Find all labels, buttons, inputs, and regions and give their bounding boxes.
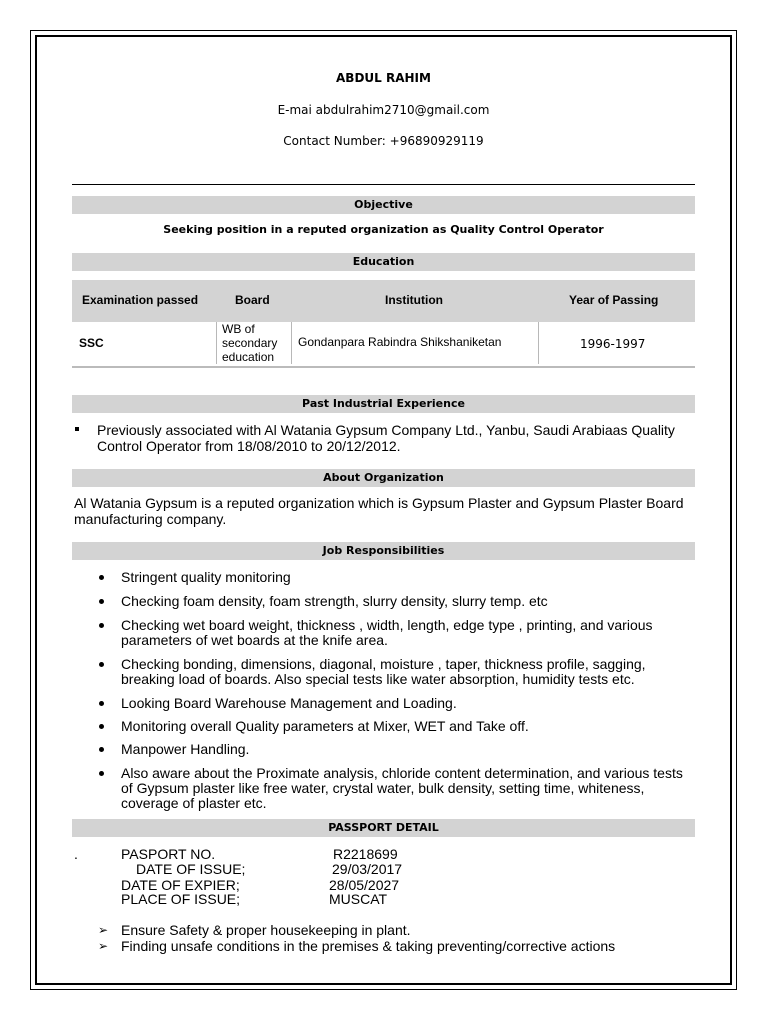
experience-heading: Past Industrial Experience: [72, 395, 695, 413]
bullet-icon: [99, 599, 104, 604]
passport-value: R2218699: [333, 846, 398, 862]
bullet-icon: [99, 623, 104, 628]
cell-exam: SSC: [79, 336, 104, 350]
header-divider: [72, 184, 695, 185]
bullet-icon: [99, 724, 104, 729]
education-table: [72, 280, 695, 368]
list-item: Checking wet board weight, thickness , width, length, edge type , printing, and various parameters of wet boards at the knife area.: [121, 617, 653, 648]
passport-label: DATE OF ISSUE;: [136, 861, 246, 877]
passport-dot: .: [74, 846, 78, 862]
arrow-bullet-icon: ➢: [98, 939, 109, 953]
experience-item: Previously associated with Al Watania Gypsum Company Ltd., Yanbu, Saudi Arabiaas Quality Control Operator from 18/08/2010 to 20/12/2012.: [97, 422, 675, 454]
bullet-icon: [99, 701, 104, 706]
list-item: Checking foam density, foam strength, slurry density, slurry temp. etc: [121, 593, 548, 609]
bullet-icon: [99, 575, 104, 580]
objective-heading: Objective: [72, 196, 695, 214]
list-item: Stringent quality monitoring: [121, 569, 291, 585]
organization-heading: About Organization: [72, 469, 695, 487]
education-table-header: [72, 280, 695, 322]
arrow-bullet-icon: ➢: [98, 923, 109, 937]
cell-institution: Gondanpara Rabindra Shikshaniketan: [298, 335, 502, 349]
passport-label: PLACE OF ISSUE;: [121, 891, 241, 907]
table-row: [72, 322, 695, 364]
email-line: E-mai abdulrahim2710@gmail.com: [277, 103, 490, 117]
passport-value: 28/05/2027: [329, 877, 400, 893]
list-item: Also aware about the Proximate analysis, chloride content determination, and various tests of Gypsum plaster like free water, crystal water, bulk density, setting time, whiteness, coverage of plaster etc.: [121, 765, 683, 811]
education-heading: Education: [72, 253, 695, 271]
list-item: Checking bonding, dimensions, diagonal, moisture , taper, thickness profile, sagging, breaking load of boards. Also special tests like water absorption, humidity tests etc.: [121, 656, 646, 687]
responsibilities-heading: Job Responsibilities: [72, 542, 695, 560]
passport-label: DATE OF EXPIER;: [121, 877, 240, 893]
square-bullet-icon: [75, 427, 79, 431]
list-item: Ensure Safety & proper housekeeping in plant.: [121, 922, 411, 938]
organization-text: Al Watania Gypsum is a reputed organization which is Gypsum Plaster and Gypsum Plaster Board manufacturing company.: [74, 495, 684, 527]
passport-heading: PASSPORT DETAIL: [72, 819, 695, 837]
candidate-name: ABDUL RAHIM: [336, 71, 431, 85]
cell-year: 1996-1997: [580, 337, 646, 351]
objective-text: Seeking position in a reputed organization as Quality Control Operator: [163, 223, 604, 236]
bullet-icon: [99, 747, 104, 752]
col-board: Board: [235, 293, 270, 307]
col-institution: Institution: [385, 293, 443, 307]
passport-value: MUSCAT: [329, 891, 388, 907]
list-item: Looking Board Warehouse Management and Loading.: [121, 695, 457, 711]
passport-label: PASPORT NO.: [121, 846, 216, 862]
contact-line: Contact Number: +96890929119: [283, 134, 484, 148]
passport-value: 29/03/2017: [332, 861, 403, 877]
cell-board: WB of secondary education: [222, 322, 278, 364]
list-item: Manpower Handling.: [121, 741, 250, 757]
list-item: Finding unsafe conditions in the premises & taking preventing/corrective actions: [121, 938, 616, 954]
bullet-icon: [99, 771, 104, 776]
col-year: Year of Passing: [569, 293, 659, 307]
bullet-icon: [99, 662, 104, 667]
list-item: Monitoring overall Quality parameters at Mixer, WET and Take off.: [121, 718, 529, 734]
col-examination: Examination passed: [82, 293, 199, 307]
